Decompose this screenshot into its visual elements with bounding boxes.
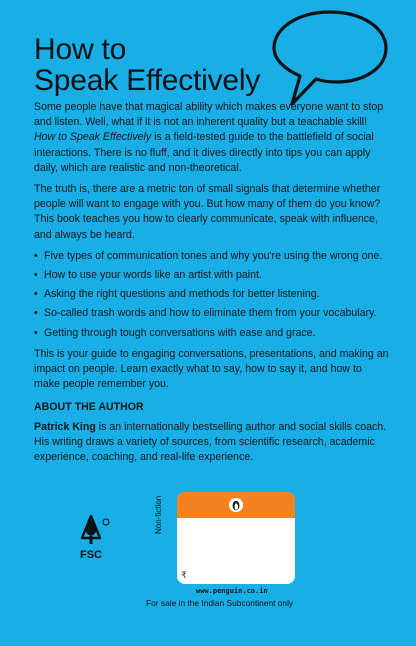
category-label: Non-fiction	[154, 495, 163, 534]
penguin-logo-icon	[229, 498, 243, 512]
sale-territory-note: For sale in the Indian Subcontinent only	[146, 598, 294, 608]
author-bio-text: is an internationally bestselling author and social skills coach. His writing draws a variety of sources, from scientific research, academic experience, coaching, and real-life experience.	[34, 420, 387, 464]
back-cover-text	[34, 100, 390, 471]
fsc-label: FSC	[80, 549, 102, 560]
author-bio	[34, 420, 390, 466]
publisher-url: www.penguin.co.in	[196, 587, 268, 595]
list-item: • So-called trash words and how to eliminate them from your vocabulary.	[34, 306, 390, 321]
intro-paragraph-3: The truth is, there are a metric ton of small signals that determine whether people will want to engage with you. But how many of them do you know? This book teaches you how to clearly communicate, speak with influence, and always be heard.	[34, 183, 381, 241]
intro-paragraph-2-text: is a field-tested guide to the battlefield of social interactions. There is no fluff, and it dives directly into tips you can apply daily, which are realistic and non-theoretical.	[34, 131, 374, 174]
closing-paragraph: This is your guide to engaging conversations, presentations, and making an impact on people. Learn exactly what to say, how to say it, and how to make people remember you.	[34, 347, 389, 391]
intro-paragraph-1: Some people have that magical ability which makes everyone want to stop and listen. Well, what if it is not an inherent quality but a teachable skill!	[34, 101, 384, 129]
speech-bubble-icon	[270, 4, 390, 110]
list-item: • How to use your words like an artist with paint.	[34, 268, 390, 283]
price-band	[177, 492, 295, 518]
book-title	[34, 34, 260, 96]
title-line-1: How to	[34, 33, 127, 66]
about-author-heading: ABOUT THE AUTHOR	[34, 401, 144, 414]
author-name: Patrick King	[34, 420, 96, 433]
intro-paragraph-2	[34, 130, 390, 176]
book-title-italic: How to Speak Effectively	[34, 131, 152, 144]
list-item: • Getting through tough conversations with ease and grace.	[34, 326, 390, 341]
list-item: • Five types of communication tones and why you're using the wrong one.	[34, 249, 390, 264]
feature-list	[34, 249, 390, 341]
title-line-2: Speak Effectively	[34, 64, 261, 97]
list-item: • Asking the right questions and methods for better listening.	[34, 287, 390, 302]
price-box	[177, 492, 295, 584]
price-currency: ₹	[181, 570, 187, 580]
fsc-logo-icon	[68, 512, 114, 560]
